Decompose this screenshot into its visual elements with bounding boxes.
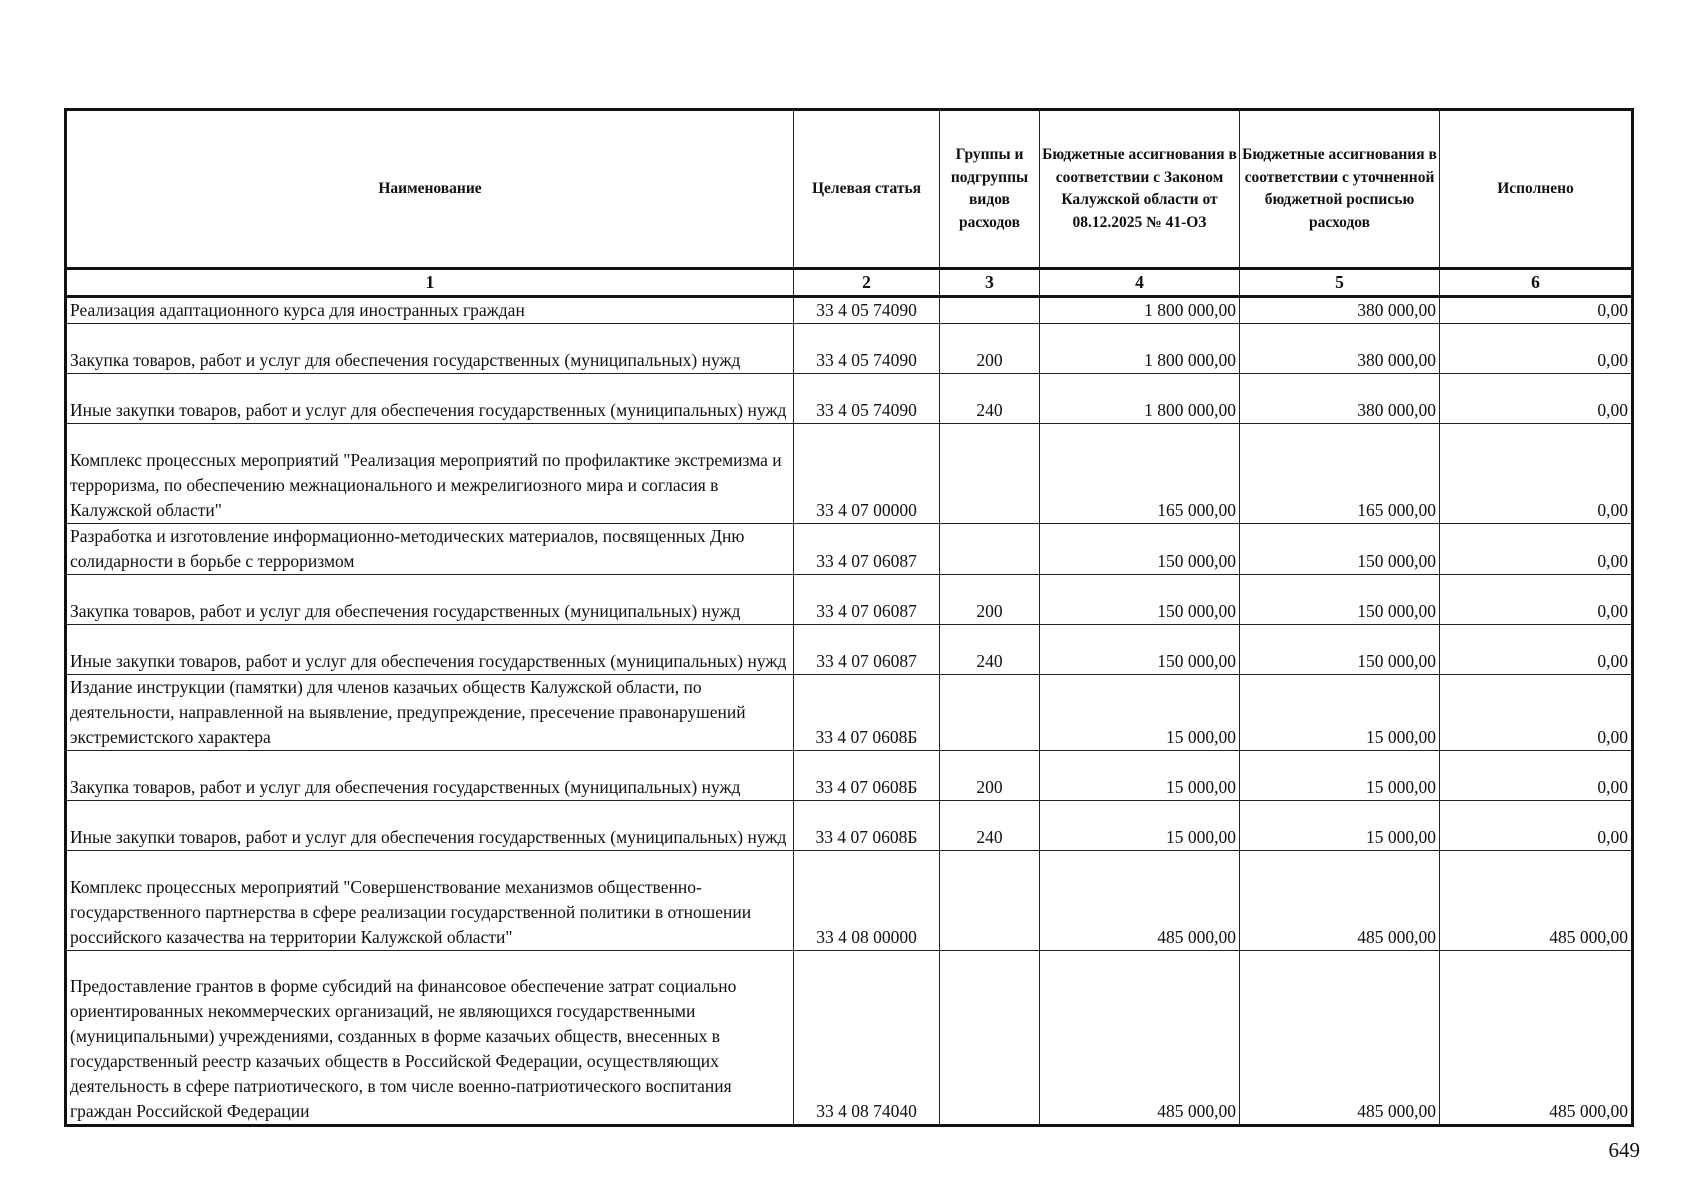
row-expense-group (940, 851, 1040, 951)
table-row (66, 374, 1633, 424)
row-executed-amount: 0,00 (1440, 575, 1633, 625)
row-name: Закупка товаров, работ и услуг для обеспечения государственных (муниципальных) нужд (66, 575, 794, 625)
row-law-amount: 15 000,00 (1040, 675, 1240, 751)
table-row (66, 675, 1633, 751)
col-header-name: Наименование (66, 110, 794, 269)
row-target-article: 33 4 07 06087 (794, 625, 940, 675)
row-expense-group: 200 (940, 575, 1040, 625)
row-refined-amount: 165 000,00 (1240, 424, 1440, 524)
row-refined-amount: 150 000,00 (1240, 625, 1440, 675)
table-row (66, 751, 1633, 801)
row-name: Закупка товаров, работ и услуг для обеспечения государственных (муниципальных) нужд (66, 324, 794, 374)
table-row (66, 524, 1633, 575)
row-law-amount: 1 800 000,00 (1040, 374, 1240, 424)
row-expense-group (940, 424, 1040, 524)
table-row (66, 324, 1633, 374)
row-name: Разработка и изготовление информационно-методических материалов, посвященных Дню солидарности в борьбе с терроризмом (66, 524, 794, 575)
row-target-article: 33 4 08 74040 (794, 951, 940, 1126)
row-name: Предоставление грантов в форме субсидий на финансовое обеспечение затрат социально ориентированных некоммерческих организаций, не являющихся государственными (муниципальными) учреждениями, созданных в форме казачьих обществ, внесенных в государственный реестр казачьих обществ в Российской Федерации, осуществляющих деятельность в сфере патриотического, в том числе военно-патриотического воспитания граждан Российской Федерации (66, 951, 794, 1126)
column-number: 6 (1440, 269, 1633, 297)
row-executed-amount: 485 000,00 (1440, 951, 1633, 1126)
row-law-amount: 485 000,00 (1040, 951, 1240, 1126)
table-row (66, 575, 1633, 625)
row-refined-amount: 485 000,00 (1240, 851, 1440, 951)
row-refined-amount: 15 000,00 (1240, 751, 1440, 801)
table-row (66, 951, 1633, 1126)
col-header-law-allocations: Бюджетные ассигнования в соответствии с Законом Калужской области от 08.12.2025 № 41-ОЗ (1040, 110, 1240, 269)
header-row (66, 110, 1633, 269)
row-law-amount: 150 000,00 (1040, 524, 1240, 575)
table-row (66, 424, 1633, 524)
row-expense-group: 240 (940, 625, 1040, 675)
row-law-amount: 485 000,00 (1040, 851, 1240, 951)
row-executed-amount: 0,00 (1440, 675, 1633, 751)
row-executed-amount: 0,00 (1440, 625, 1633, 675)
column-number: 3 (940, 269, 1040, 297)
row-name: Иные закупки товаров, работ и услуг для обеспечения государственных (муниципальных) нужд (66, 801, 794, 851)
row-target-article: 33 4 05 74090 (794, 374, 940, 424)
row-expense-group: 240 (940, 801, 1040, 851)
row-refined-amount: 15 000,00 (1240, 675, 1440, 751)
row-law-amount: 165 000,00 (1040, 424, 1240, 524)
row-target-article: 33 4 05 74090 (794, 324, 940, 374)
row-expense-group (940, 675, 1040, 751)
row-refined-amount: 15 000,00 (1240, 801, 1440, 851)
row-expense-group (940, 951, 1040, 1126)
row-law-amount: 15 000,00 (1040, 801, 1240, 851)
column-number: 4 (1040, 269, 1240, 297)
column-number: 5 (1240, 269, 1440, 297)
row-executed-amount: 0,00 (1440, 297, 1633, 324)
row-expense-group: 200 (940, 751, 1040, 801)
row-name: Комплекс процессных мероприятий "Совершенствование механизмов общественно-государственного партнерства в сфере реализации государственной политики в отношении российского казачества на территории Калужской области" (66, 851, 794, 951)
column-number: 1 (66, 269, 794, 297)
row-target-article: 33 4 07 0608Б (794, 675, 940, 751)
row-law-amount: 15 000,00 (1040, 751, 1240, 801)
row-name: Иные закупки товаров, работ и услуг для обеспечения государственных (муниципальных) нужд (66, 625, 794, 675)
row-target-article: 33 4 07 06087 (794, 575, 940, 625)
row-name: Издание инструкции (памятки) для членов казачьих обществ Калужской области, по деятельности, направленной на выявление, предупреждение, пресечение правонарушений экстремистского характера (66, 675, 794, 751)
column-number-row (66, 269, 1633, 297)
row-executed-amount: 485 000,00 (1440, 851, 1633, 951)
col-header-expense-groups: Группы и подгруппы видов расходов (940, 110, 1040, 269)
row-law-amount: 1 800 000,00 (1040, 324, 1240, 374)
row-law-amount: 150 000,00 (1040, 625, 1240, 675)
row-executed-amount: 0,00 (1440, 801, 1633, 851)
row-target-article: 33 4 07 00000 (794, 424, 940, 524)
table-row (66, 297, 1633, 324)
col-header-target-article: Целевая статья (794, 110, 940, 269)
row-name: Комплекс процессных мероприятий "Реализация мероприятий по профилактике экстремизма и терроризма, по обеспечению межнационального и межрелигиозного мира и согласия в Калужской области" (66, 424, 794, 524)
row-executed-amount: 0,00 (1440, 524, 1633, 575)
row-target-article: 33 4 07 0608Б (794, 801, 940, 851)
row-expense-group (940, 297, 1040, 324)
row-refined-amount: 380 000,00 (1240, 297, 1440, 324)
row-refined-amount: 485 000,00 (1240, 951, 1440, 1126)
row-law-amount: 150 000,00 (1040, 575, 1240, 625)
row-refined-amount: 150 000,00 (1240, 575, 1440, 625)
row-refined-amount: 150 000,00 (1240, 524, 1440, 575)
row-executed-amount: 0,00 (1440, 424, 1633, 524)
row-executed-amount: 0,00 (1440, 324, 1633, 374)
row-refined-amount: 380 000,00 (1240, 324, 1440, 374)
column-number: 2 (794, 269, 940, 297)
table-row (66, 625, 1633, 675)
table-row (66, 801, 1633, 851)
row-refined-amount: 380 000,00 (1240, 374, 1440, 424)
row-expense-group: 200 (940, 324, 1040, 374)
table-row (66, 851, 1633, 951)
row-expense-group: 240 (940, 374, 1040, 424)
row-law-amount: 1 800 000,00 (1040, 297, 1240, 324)
row-executed-amount: 0,00 (1440, 374, 1633, 424)
row-executed-amount: 0,00 (1440, 751, 1633, 801)
row-name: Реализация адаптационного курса для иностранных граждан (66, 297, 794, 324)
row-target-article: 33 4 07 0608Б (794, 751, 940, 801)
budget-table (64, 108, 1634, 1127)
row-name: Иные закупки товаров, работ и услуг для обеспечения государственных (муниципальных) нужд (66, 374, 794, 424)
row-target-article: 33 4 07 06087 (794, 524, 940, 575)
col-header-executed: Исполнено (1440, 110, 1633, 269)
row-target-article: 33 4 05 74090 (794, 297, 940, 324)
row-target-article: 33 4 08 00000 (794, 851, 940, 951)
page-number: 649 (1608, 1138, 1640, 1162)
row-expense-group (940, 524, 1040, 575)
row-name: Закупка товаров, работ и услуг для обеспечения государственных (муниципальных) нужд (66, 751, 794, 801)
col-header-refined-allocations: Бюджетные ассигнования в соответствии с уточненной бюджетной росписью расходов (1240, 110, 1440, 269)
